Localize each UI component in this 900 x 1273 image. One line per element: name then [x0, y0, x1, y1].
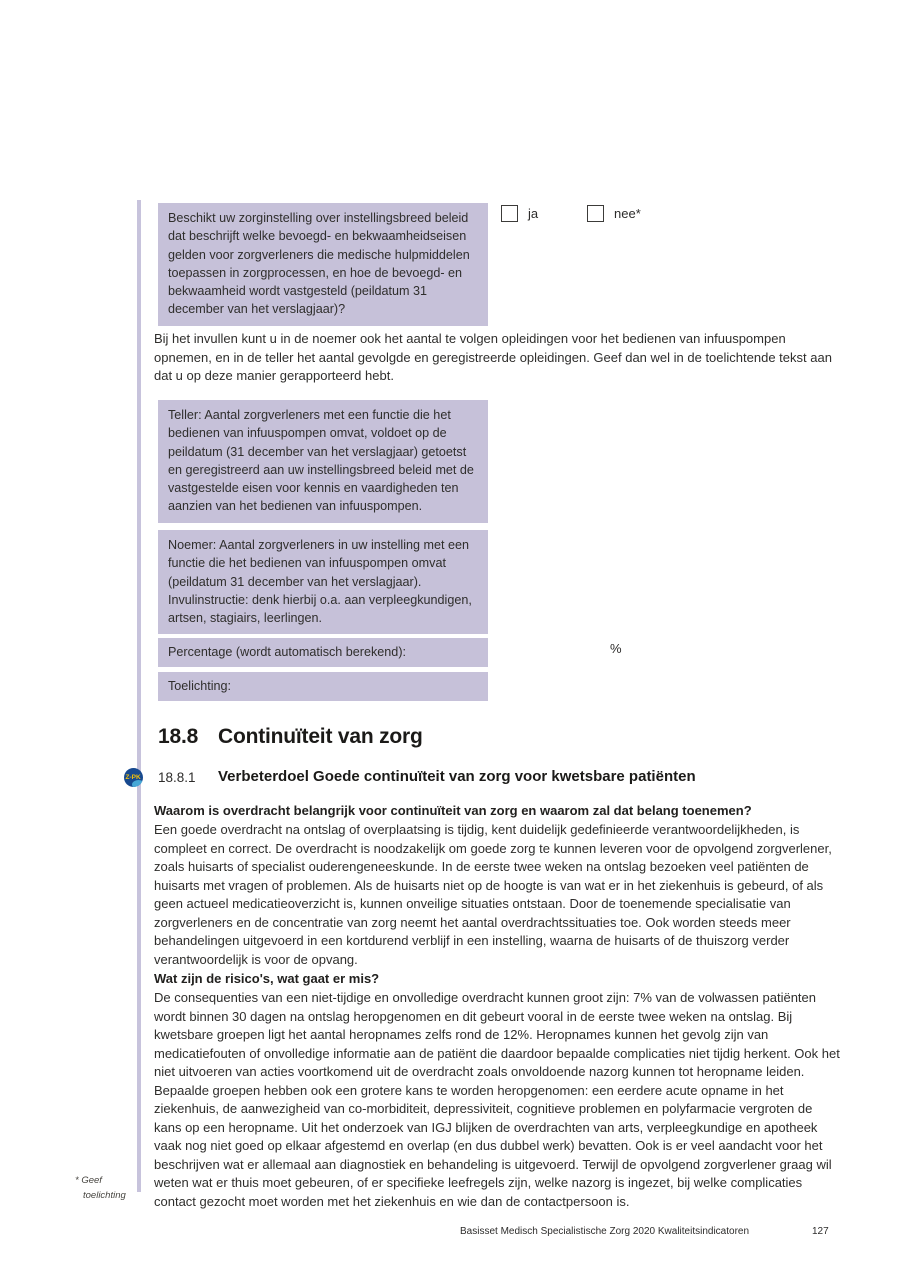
checkbox-ja[interactable] — [501, 205, 518, 222]
block-risicos-heading: Wat zijn de risico's, wat gaat er mis? — [154, 971, 380, 986]
zpk-logo-icon — [124, 768, 143, 787]
margin-note — [75, 1173, 126, 1203]
percentage-box — [158, 638, 488, 667]
page-number: 127 — [812, 1226, 829, 1237]
question-text: Beschikt uw zorginstelling over instellingsbreed beleid dat beschrijft welke bevoegd- en bekwaamheidseisen gelden voor zorgverleners die medische hulpmiddelen toepassen in zorgprocessen, en hoe de bevoegd- en bekwaamheid wordt vastgesteld (peildatum 31 december van het verslagjaar)? — [168, 211, 470, 317]
checkbox-nee[interactable] — [587, 205, 604, 222]
checkbox-ja-label: ja — [528, 206, 539, 221]
block-waarom-heading: Waarom is overdracht belangrijk voor continuïteit van zorg en waarom zal dat belang toenemen? — [154, 803, 752, 818]
subsection-title: Verbeterdoel Goede continuïteit van zorg voor kwetsbare patiënten — [218, 768, 696, 785]
margin-note-line2: toelichting — [83, 1190, 126, 1201]
block-waarom-body: Een goede overdracht na ontslag of overplaatsing is tijdig, kent duidelijk gedefinieerde verantwoordelijkheden, is compleet en correct. De overdracht is noodzakelijk om goede zorg te kunnen leveren voor de opvolgend zorgverlener, zoals huisarts of specialist ouderengeneeskunde. In de eerste twee weken na ontslag bezoeken veel patiënten de huisarts met vragen of problemen. Als de huisarts niet op de hoogte is van wat er in het ziekenhuis is gebeurd, of als geen actueel medicatieoverzicht is, kunnen onveilige situaties ontstaan. Door de toenemende specialisatie van zorgverleners en de concentratie van zorg neemt het aantal overdrachtssituaties toe. Ook worden steeds meer behandelingen uitgevoerd in een kortdurend verblijf in een instelling, waarna de huisarts of de thuiszorg verder verantwoordelijk is voor de opvang. — [154, 822, 832, 967]
percent-sign: % — [610, 641, 622, 656]
noemer-text: Noemer: Aantal zorgverleners in uw instelling met een functie die het bedienen van infuuspompen omvat (peildatum 31 december van het verslagjaar). Invulinstructie: denk hierbij o.a. aan verpleegkundigen, artsen, stagiairs, leerlingen. — [168, 538, 472, 626]
footer-title: Basisset Medisch Specialistische Zorg 2020 Kwaliteitsindicatoren — [460, 1226, 750, 1237]
checkbox-nee-label: nee* — [614, 206, 641, 221]
noemer-box — [158, 530, 488, 634]
teller-box — [158, 400, 488, 523]
left-accent-bar — [137, 200, 141, 1192]
percentage-label: Percentage (wordt automatisch berekend): — [168, 645, 407, 659]
zpk-logo-lightblue-shape — [132, 780, 143, 787]
section-number: 18.8 — [158, 725, 199, 748]
section-title: Continuïteit van zorg — [218, 725, 423, 748]
block-risicos-body: De consequenties van een niet-tijdige en onvolledige overdracht kunnen groot zijn: 7% van de volwassen patiënten wordt binnen 30 dagen na ontslag heropgenomen en dit gebeurt vooral in de eerste twee weken na ontslag. Bij kwetsbare groepen ligt het aantal heropnames zelfs rond de 12%. Heropnames kunnen het gevolg zijn van medicatiefouten of onvolledige informatie aan de patiënt die daardoor bepaalde complicaties niet tijdig herkent. Ook het niet uitvoeren van acties voortkomend uit de overdracht zoals onvoldoende nazorg kunnen tot heropname leiden. Bepaalde groepen hebben ook een grotere kans te worden heropgenomen: een eerdere acute opname in het ziekenhuis, de aanwezigheid van co-morbiditeit, depressiviteit, cognitieve problemen en polyfarmacie vergroten de kans op een heropname. Uit het onderzoek van IGJ blijken de overdrachten van arts, verpleegkundige en apotheek vaak nog niet goed op elkaar afgestemd en overlap (en dus dubbel werk) bevatten. Ook is er veel aandacht voor het beschrijven wat er allemaal aan diagnostiek en behandeling is uitgevoerd. Terwijl de opvolgend zorgverlener graag wil weten wat er thuis moet gebeuren, of er specifieke leefregels zijn, welke nazorg is ingezet, bij welke complicaties contact gezocht moet worden met het ziekenhuis en wie dan de contactpersoon is. — [154, 990, 840, 1209]
margin-note-line1: * Geef — [75, 1175, 102, 1186]
toelichting-label: Toelichting: — [168, 679, 232, 693]
teller-text: Teller: Aantal zorgverleners met een functie die het bedienen van infuuspompen omvat, voldoet op de peildatum (31 december van het verslagjaar) getoetst en geregistreerd aan uw instellingsbreed beleid met de vastgestelde eisen voor kennis en vaardigheden ten aanzien van het bedienen van infuuspompen. — [168, 408, 474, 514]
subsection-number: 18.8.1 — [158, 770, 196, 785]
intro-paragraph: Bij het invullen kunt u in de noemer ook het aantal te volgen opleidingen voor het bedienen van infuuspompen opnemen, en in de teller het aantal gevolgde en geregistreerde opleidingen. Geef dan wel in de toelichtende tekst aan dat u op deze manier gerapporteerd hebt. — [154, 331, 832, 383]
question-box — [158, 203, 488, 326]
toelichting-box — [158, 672, 488, 701]
zpk-logo-text: Z-PK — [125, 774, 141, 781]
